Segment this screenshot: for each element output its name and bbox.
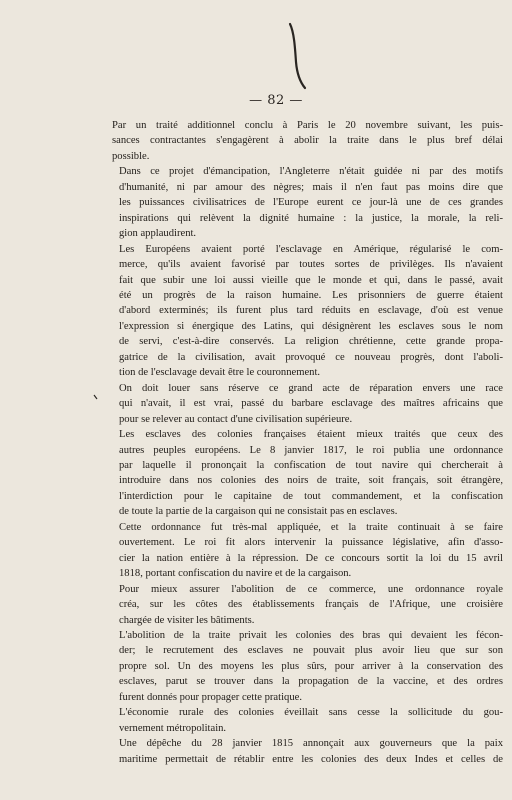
page-number: — 82 — bbox=[249, 93, 303, 108]
text-line: cier la nation entière à la répression. De ce concours sortit la loi du 15 avril bbox=[119, 552, 503, 564]
text-line: chargée de visiter les bâtiments. bbox=[119, 614, 255, 626]
text-line: Dans ce projet d'émancipation, l'Angleterre n'était guidée ni par des motifs bbox=[119, 166, 503, 178]
text-line: 1818, portant confiscation du navire et de la cargaison. bbox=[119, 568, 352, 580]
text-line: ouvertement. Le roi fit alors intervenir la puissance législative, afin d'asso- bbox=[119, 537, 503, 549]
paragraph bbox=[112, 582, 503, 628]
text-line: Les esclaves des colonies françaises étaient mieux traités que ceux des bbox=[119, 429, 503, 441]
body-text bbox=[112, 118, 503, 767]
text-line: inspirations qui relèvent la dignité humaine : la justice, la morale, la reli- bbox=[119, 212, 503, 224]
text-line: introduire dans nos colonies des noirs de traite, soit français, soit étrangère, bbox=[119, 475, 503, 487]
text-line: tion de l'esclavage devait être le couronnement. bbox=[119, 367, 321, 379]
paragraph bbox=[112, 736, 503, 767]
paragraph bbox=[112, 242, 503, 381]
paragraph bbox=[112, 118, 503, 164]
text-line: furent donnés pour propager cette pratique. bbox=[119, 691, 302, 703]
text-line: par laquelle il prononçait la confiscation de tout navire qui chercherait à bbox=[119, 459, 503, 471]
text-line: de servi, c'est-à-dire conservés. La religion chrétienne, cette grande propa- bbox=[119, 336, 503, 348]
text-line: d'abord exterminés; ils furent plus tard réduits en esclavage, d'où est venue bbox=[119, 305, 503, 317]
margin-mark bbox=[93, 394, 98, 400]
paragraph bbox=[112, 628, 503, 705]
text-line: gion applaudirent. bbox=[119, 228, 197, 240]
text-line: Les Européens avaient porté l'esclavage en Amérique, régularisé le com- bbox=[119, 243, 503, 255]
text-line: L'abolition de la traite privait les colonies des bras qui devaient les fécon- bbox=[119, 629, 503, 641]
scan-mark-stroke bbox=[288, 22, 308, 92]
text-line: autres peuples européens. Le 8 janvier 1817, le roi publia une ordonnance bbox=[119, 444, 503, 456]
text-line: propre sol. Un des moyens les plus sûrs, pour arriver à la conservation des bbox=[119, 660, 503, 672]
text-line: qui n'avait, il est vrai, passé du barbare esclavage des maîtres africains que bbox=[119, 398, 503, 410]
text-line: Par un traité additionnel conclu à Paris le 20 novembre suivant, les puis- bbox=[112, 120, 503, 131]
text-line: vernement métropolitain. bbox=[119, 722, 227, 734]
text-line: d'humanité, ni par amour des nègres; mais il n'en faut pas moins dire que bbox=[119, 181, 503, 193]
text-line: gatrice de la civilisation, avait provoqué ce nouveau progrès, dont l'aboli- bbox=[119, 351, 503, 363]
text-line: l'expression si énergique des Latins, qui désignèrent les esclaves sous le nom bbox=[119, 320, 503, 332]
text-line: les puissances civilisatrices de l'Europe eurent ce jour-là une de ces grandes bbox=[119, 197, 503, 209]
text-line: der; le recrutement des esclaves ne pouvait plus avoir lieu que sur son bbox=[119, 645, 503, 657]
text-line: Pour mieux assurer l'abolition de ce commerce, une ordonnance royale bbox=[119, 583, 503, 595]
text-line: maritime permettait de rétablir entre les colonies des deux Indes et celles de bbox=[119, 753, 503, 765]
text-line: merce, qu'ils avaient favorisé par toutes sortes de privilèges. Ils n'avaient bbox=[119, 259, 503, 271]
text-line: Cette ordonnance fut très-mal appliquée, et la traite continuait à se faire bbox=[119, 521, 503, 533]
paragraph bbox=[112, 520, 503, 582]
text-line: été un progrès de la raison humaine. Les prisonniers de guerre étaient bbox=[119, 289, 503, 301]
paragraph bbox=[112, 164, 503, 241]
text-line: de toute la partie de la cargaison qui ne consistait pas en esclaves. bbox=[119, 506, 398, 518]
paragraph bbox=[112, 381, 503, 427]
text-line: On doit louer sans réserve ce grand acte de réparation envers une race bbox=[119, 382, 503, 394]
text-line: possible. bbox=[112, 150, 150, 162]
paragraph bbox=[112, 427, 503, 520]
text-line: sances contractantes s'engagèrent à abolir la traite dans le plus bref délai bbox=[112, 135, 503, 147]
text-line: pour se relever au contact d'une civilisation supérieure. bbox=[119, 413, 353, 425]
paragraph bbox=[112, 705, 503, 736]
text-line: Une dépêche du 28 janvier 1815 annonçait aux gouverneurs que la paix bbox=[119, 738, 503, 750]
text-line: fait que subir une loi aussi vieille que le monde et qui, dans le passé, avait bbox=[119, 274, 503, 286]
text-line: l'interdiction pour le capitaine de tout commandement, et la confiscation bbox=[119, 490, 503, 502]
text-line: esclaves, parut se trouver dans la propagation de la vaccine, et des ordres bbox=[119, 676, 503, 688]
text-line: créa, sur les côtes des établissements français de l'Afrique, une croisière bbox=[119, 599, 503, 611]
text-line: L'économie rurale des colonies éveillait sans cesse la sollicitude du gou- bbox=[119, 707, 503, 719]
